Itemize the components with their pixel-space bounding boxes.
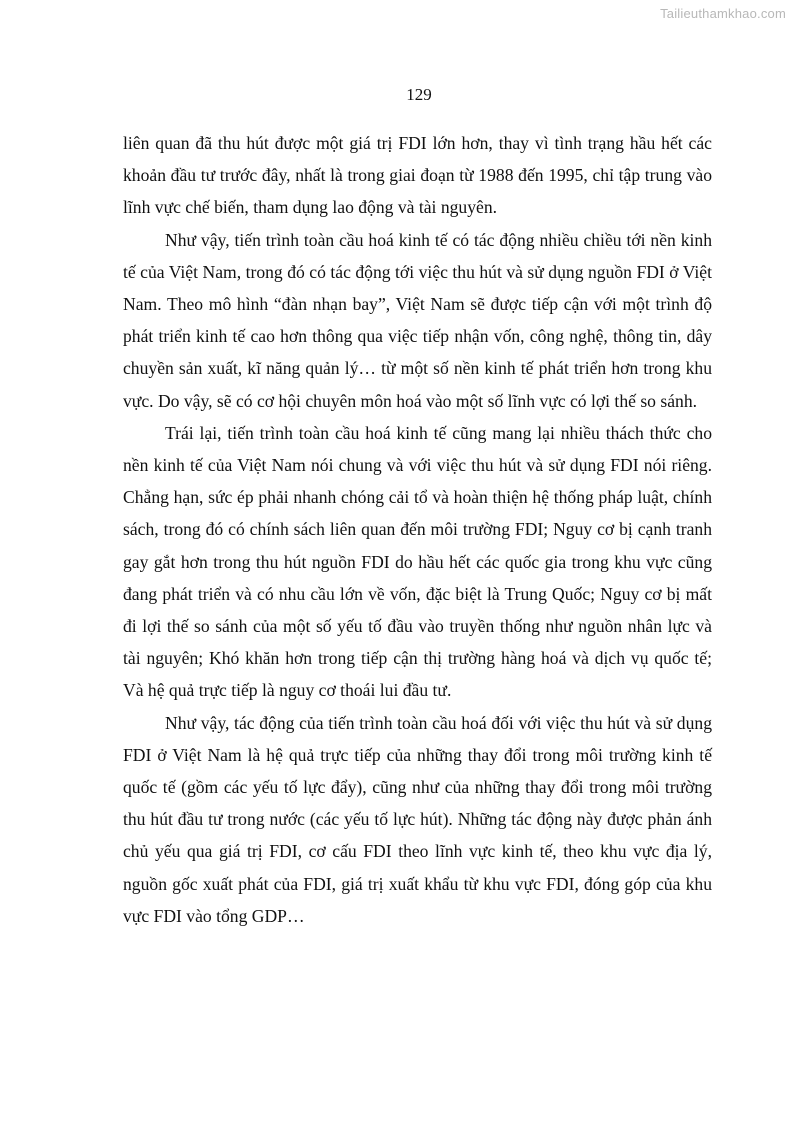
paragraph-continuation: liên quan đã thu hút được một giá trị FDI lớn hơn, thay vì tình trạng hầu hết các khoản đầu tư trước đây, nhất là trong giai đoạn từ 1988 đến 1995, chỉ tập trung vào lĩnh vực chế biến, tham dụng lao động và tài nguyên. [123,133,712,218]
paragraph-conclusion: Như vậy, tác động của tiến trình toàn cầu hoá đối với việc thu hút và sử dụng FDI ở Việt Nam là hệ quả trực tiếp của những thay đổi trong môi trường kinh tế quốc tế (gồm các yếu tố lực đẩy), cũng như của những thay đổi trong môi trường thu hút đầu tư trong nước (các yếu tố lực hút). Những tác động này được phản ánh chủ yếu qua giá trị FDI, cơ cấu FDI theo lĩnh vực kinh tế, theo khu vực địa lý, nguồn gốc xuất phát của FDI, giá trị xuất khẩu từ khu vực FDI, đóng góp của khu vực FDI vào tổng GDP… [123,712,712,926]
body-text [123,127,712,932]
paragraph-globalization-impact: Như vậy, tiến trình toàn cầu hoá kinh tế có tác động nhiều chiều tới nền kinh tế của Việt Nam, trong đó có tác động tới việc thu hút và sử dụng nguồn FDI ở Việt Nam. Theo mô hình “đàn nhạn bay”, Việt Nam sẽ được tiếp cận với một trình độ phát triển kinh tế cao hơn thông qua việc tiếp nhận vốn, công nghệ, thông tin, dây chuyền sản xuất, kĩ năng quản lý… từ một số nền kinh tế phát triển hơn trong khu vực. Do vậy, sẽ có cơ hội chuyên môn hoá vào một số lĩnh vực có lợi thế so sánh. [123,229,712,411]
paragraph-challenges: Trái lại, tiến trình toàn cầu hoá kinh tế cũng mang lại nhiều thách thức cho nền kinh tế của Việt Nam nói chung và với việc thu hút và sử dụng FDI nói riêng. Chẳng hạn, sức ép phải nhanh chóng cải tổ và hoàn thiện hệ thống pháp luật, chính sách, trong đó có chính sách liên quan đến môi trường FDI; Nguy cơ bị cạnh tranh gay gắt hơn trong thu hút nguồn FDI do hầu hết các quốc gia trong khu vực cũng đang phát triển và có nhu cầu lớn về vốn, đặc biệt là Trung Quốc; Nguy cơ bị mất đi lợi thế so sánh của một số yếu tố đầu vào truyền thống như nguồn nhân lực và tài nguyên; Khó khăn hơn trong tiếp cận thị trường hàng hoá và dịch vụ quốc tế; Và hệ quả trực tiếp là nguy cơ thoái lui đầu tư. [123,422,712,701]
page-number: 129 [406,85,432,104]
watermark: Tailieuthamkhao.com [660,6,786,21]
